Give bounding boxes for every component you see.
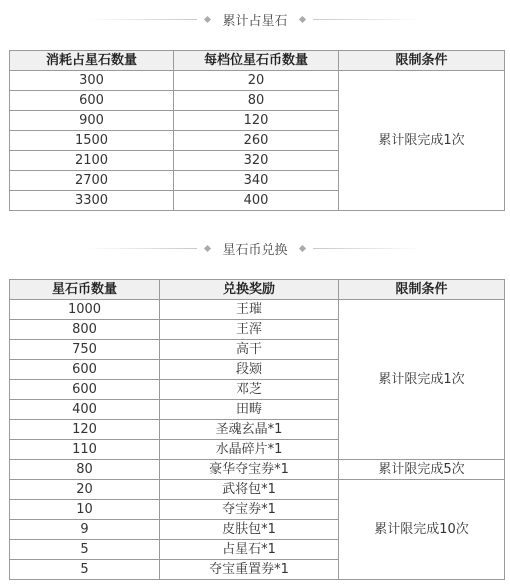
cell: 夺宝券*1 xyxy=(160,500,339,520)
cell: 3300 xyxy=(10,191,174,211)
cell: 320 xyxy=(174,151,339,171)
cell: 120 xyxy=(10,420,160,440)
condition-cell: 累计限完成5次 xyxy=(339,460,505,480)
cell: 邓芝 xyxy=(160,380,339,400)
stone-consumption-table xyxy=(9,50,505,211)
condition-cell: 累计限完成1次 xyxy=(339,71,505,211)
cell: 1500 xyxy=(10,131,174,151)
diamond-icon xyxy=(298,15,305,22)
cell: 5 xyxy=(10,540,160,560)
cell: 20 xyxy=(174,71,339,91)
cell: 王浑 xyxy=(160,320,339,340)
cell: 600 xyxy=(10,360,160,380)
table-header-row xyxy=(10,280,505,300)
cell: 2700 xyxy=(10,171,174,191)
diamond-icon xyxy=(204,15,211,22)
diamond-icon xyxy=(298,244,305,251)
divider xyxy=(87,248,197,249)
condition-cell: 累计限完成10次 xyxy=(339,480,505,580)
section-title-1 xyxy=(0,9,510,29)
cell: 20 xyxy=(10,480,160,500)
divider xyxy=(87,19,197,20)
column-header: 限制条件 xyxy=(339,280,505,300)
cell: 圣魂玄晶*1 xyxy=(160,420,339,440)
cell: 340 xyxy=(174,171,339,191)
table-row xyxy=(10,460,505,480)
exchange-table xyxy=(9,279,505,580)
column-header: 限制条件 xyxy=(339,51,505,71)
cell: 750 xyxy=(10,340,160,360)
cell: 王璀 xyxy=(160,300,339,320)
cell: 900 xyxy=(10,111,174,131)
section-title-2 xyxy=(0,238,510,258)
cell: 高干 xyxy=(160,340,339,360)
table-header-row xyxy=(10,51,505,71)
cell: 占星石*1 xyxy=(160,540,339,560)
cell: 260 xyxy=(174,131,339,151)
cell: 武将包*1 xyxy=(160,480,339,500)
cell: 110 xyxy=(10,440,160,460)
cell: 夺宝重置券*1 xyxy=(160,560,339,580)
table-row xyxy=(10,300,505,320)
table-row xyxy=(10,480,505,500)
cell: 300 xyxy=(10,71,174,91)
column-header: 兑换奖励 xyxy=(160,280,339,300)
cell: 80 xyxy=(174,91,339,111)
cell: 豪华夺宝券*1 xyxy=(160,460,339,480)
cell: 1000 xyxy=(10,300,160,320)
section-title-text: 累计占星石 xyxy=(222,13,288,29)
cell: 400 xyxy=(174,191,339,211)
cell: 120 xyxy=(174,111,339,131)
divider xyxy=(313,248,423,249)
cell: 5 xyxy=(10,560,160,580)
diamond-icon xyxy=(204,244,211,251)
condition-cell: 累计限完成1次 xyxy=(339,300,505,460)
cell: 皮肤包*1 xyxy=(160,520,339,540)
section-title-text: 星石币兑换 xyxy=(222,242,288,258)
cell: 2100 xyxy=(10,151,174,171)
cell: 800 xyxy=(10,320,160,340)
cell: 段颎 xyxy=(160,360,339,380)
cell: 田畴 xyxy=(160,400,339,420)
cell: 400 xyxy=(10,400,160,420)
cell: 10 xyxy=(10,500,160,520)
table-row xyxy=(10,71,505,91)
column-header: 消耗占星石数量 xyxy=(10,51,174,71)
cell: 600 xyxy=(10,91,174,111)
cell: 水晶碎片*1 xyxy=(160,440,339,460)
cell: 80 xyxy=(10,460,160,480)
column-header: 每档位星石币数量 xyxy=(174,51,339,71)
divider xyxy=(313,19,423,20)
column-header: 星石币数量 xyxy=(10,280,160,300)
cell: 600 xyxy=(10,380,160,400)
cell: 9 xyxy=(10,520,160,540)
